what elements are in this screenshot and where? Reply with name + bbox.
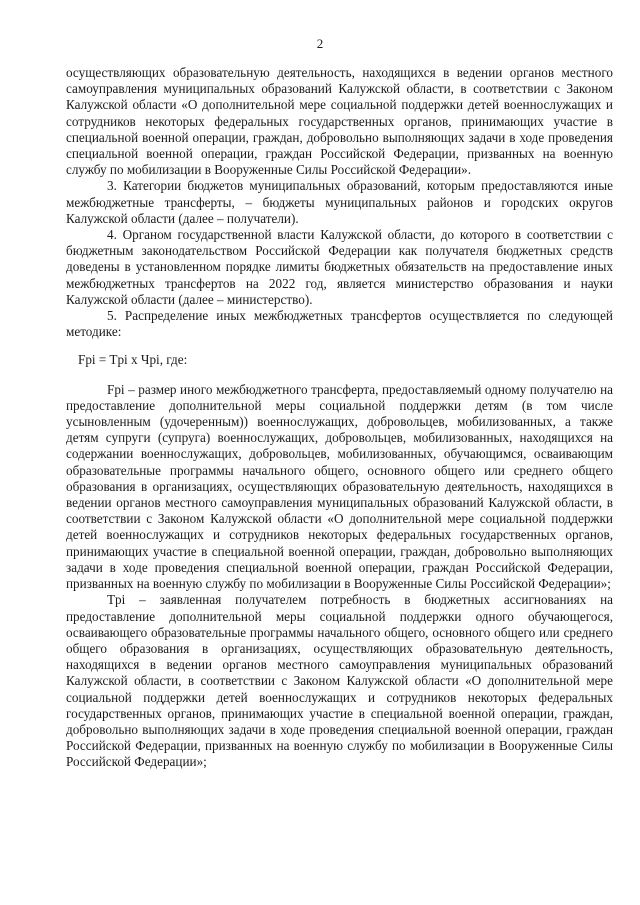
document-body bbox=[66, 65, 613, 771]
page-number: 2 bbox=[316, 36, 324, 51]
definition-tpi: Tpi – заявленная получателем потребность в бюджетных ассигнованиях на предоставление дополнительной меры социальной поддержки одного обучающегося, осваивающего образовательные программы начального общего, основного общего или среднего общего образования в организациях, осуществляющих образовательную деятельность, находящихся в ведении органов местного самоуправления муниципальных образований Калужской области, в соответствии с Законом Калужской области «О дополнительной мере социальной поддержки детей военнослужащих и сотрудников некоторых федеральных государственных органов, принимающих участие в специальной военной операции, граждан, добровольно выполняющих задачи в ходе проведения специальной военной операции, граждан Российской Федерации, призванных на военную службу по мобилизации в Вооруженные Силы Российской Федерации»; bbox=[66, 592, 613, 770]
formula: Fpi = Tpi х Чpi, где: bbox=[78, 352, 188, 368]
paragraph-item-4: 4. Органом государственной власти Калужской области, до которого в соответствии с бюджетным законодательством Российской Федерации как получателя бюджетных средств доведены в установленном порядке лимиты бюджетных обязательств на предоставление иных межбюджетных трансфертов на 2022 год, является министерство образования и науки Калужской области (далее – министерство). bbox=[66, 227, 613, 307]
paragraph-item-3: 3. Категории бюджетов муниципальных образований, которым предоставляются иные межбюджетные трансферты, – бюджеты муниципальных районов и городских округов Калужской области (далее – получатели). bbox=[66, 178, 613, 226]
paragraph-item-5: 5. Распределение иных межбюджетных трансфертов осуществляется по следующей методике: bbox=[66, 308, 613, 340]
paragraph-continuation: осуществляющих образовательную деятельность, находящихся в ведении органов местного самоуправления муниципальных образований Калужской области, в соответствии с Законом Калужской области «О дополнительной мере социальной поддержки детей военнослужащих и сотрудников некоторых федеральных государственных органов, принимающих участие в специальной военной операции, граждан, добровольно выполняющих задачи в ходе проведения специальной военной операции, граждан Российской Федерации, призванных на военную службу по мобилизации в Вооруженные Силы Российской Федерации». bbox=[66, 65, 613, 178]
definition-fpi: Fpi – размер иного межбюджетного трансферта, предоставляемый одному получателю на предоставление дополнительной меры социальной поддержки детям (в том числе усыновленным (удочеренным)) военнослужащих, добровольцев, мобилизованных, а также детям супруги (супруга) военнослужащих, добровольцев, мобилизованных, находящихся на содержании военнослужащих, добровольцев, мобилизованных, обучающимся, осваивающим образовательные программы начального общего, основного общего или среднего общего образования в организациях, осуществляющих образовательную деятельность, находящихся в ведении органов местного самоуправления муниципальных образований Калужской области, в соответствии с Законом Калужской области «О дополнительной мере социальной поддержки детей военнослужащих и сотрудников некоторых федеральных государственных органов, принимающих участие в специальной военной операции, граждан, добровольно выполняющих задачи в ходе проведения специальной военной операции, граждан Российской Федерации, призванных на военную службу по мобилизации в Вооруженные Силы Российской Федерации»; bbox=[66, 381, 613, 592]
